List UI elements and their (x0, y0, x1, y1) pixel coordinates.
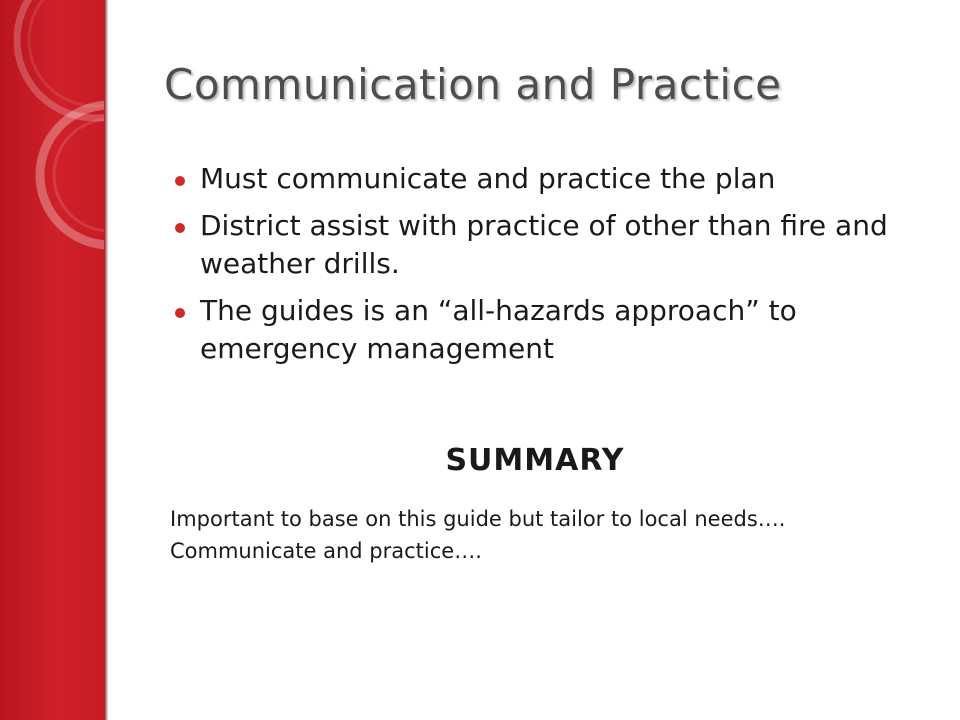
bullet-list (172, 160, 932, 377)
bullet-text: District assist with practice of other than fire and weather drills. (200, 209, 888, 280)
bullet-text: The guides is an “all-hazards approach” to emergency management (200, 294, 797, 365)
bullet-item (172, 160, 932, 198)
bullet-dot-icon (175, 308, 185, 318)
summary-text: Important to base on this guide but tailor to local needs…. Communicate and practice…. (170, 507, 786, 563)
bullet-text: Must communicate and practice the plan (200, 162, 776, 195)
bullet-item (172, 207, 932, 283)
bullet-dot-icon (175, 223, 185, 233)
decorative-sidebar (0, 0, 106, 720)
sidebar-divider (104, 0, 108, 720)
slide-title: Communication and Practice (164, 60, 782, 109)
bullet-item (172, 292, 932, 368)
summary-heading: SUMMARY (445, 443, 625, 478)
decorative-rings (0, 0, 106, 720)
bullet-dot-icon (175, 176, 185, 186)
